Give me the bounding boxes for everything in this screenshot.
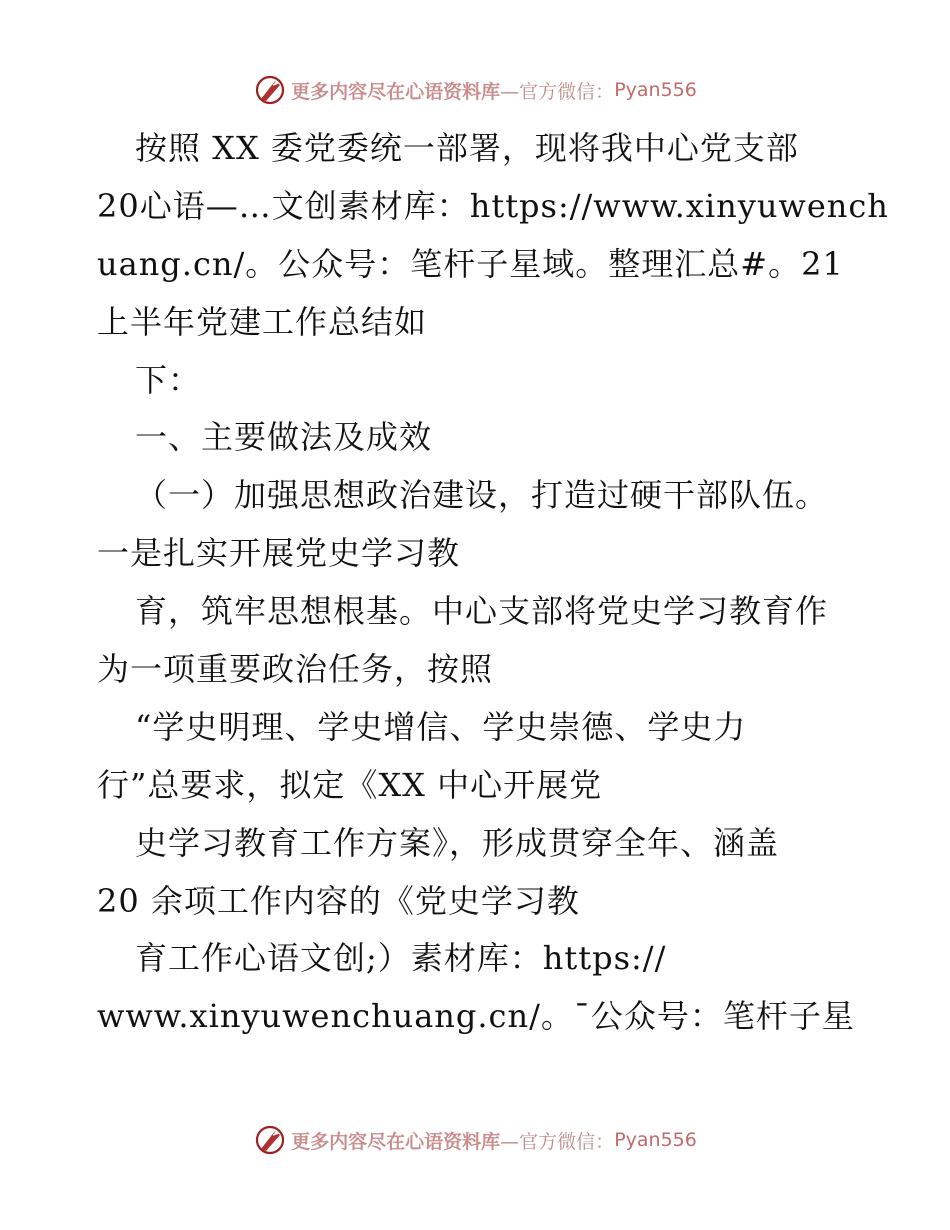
- text-line: www.xinyuwenchuang.cn/。¯公众号：笔杆子星: [97, 997, 855, 1036]
- banner-wechat-id: Pyan556: [614, 79, 697, 101]
- pen-nib-circle-icon: [253, 1123, 287, 1157]
- text-line: 史学习教育工作方案》，形成贯穿全年、涵盖: [135, 823, 780, 862]
- text-line: 20 余项工作内容的《党史学习教: [97, 881, 580, 920]
- text-line: 育，筑牢思想根基。中心支部将党史学习教育作: [135, 592, 829, 631]
- text-line: 为一项重要政治任务，按照: [97, 650, 494, 689]
- text-line: 育工作心语文创;）素材库：https://: [135, 939, 667, 978]
- pen-nib-circle-icon: [253, 73, 287, 107]
- text-line: 一、主要做法及成效: [135, 418, 433, 457]
- header-watermark-banner: [0, 70, 950, 110]
- banner-site-text: 更多内容尽在心语资料库: [291, 80, 501, 103]
- footer-watermark-banner: [0, 1120, 950, 1160]
- text-line: 按照 XX 委党委统一部署，现将我中心党支部: [135, 129, 799, 167]
- text-line: 下：: [135, 360, 202, 399]
- text-line: （一）加强思想政治建设，打造过硬干部队伍。: [135, 476, 829, 515]
- banner-wechat-label: —官方微信：: [500, 1130, 615, 1153]
- banner-wechat-label: —官方微信：: [500, 80, 615, 103]
- text-line: 行”总要求，拟定《XX 中心开展党: [97, 765, 603, 804]
- text-line: 一是扎实开展党史学习教: [97, 534, 461, 573]
- text-line: 20心语—…文创素材库：https://www.xinyuwench: [97, 186, 889, 225]
- banner-site-text: 更多内容尽在心语资料库: [291, 1130, 501, 1153]
- banner-wechat-id: Pyan556: [614, 1129, 697, 1151]
- text-line: uang.cn/。公众号：笔杆子星域。整理汇总#。21: [97, 244, 844, 283]
- text-line: “学史明理、学史增信、学史崇德、学史力: [135, 707, 747, 746]
- document-body: [97, 120, 897, 1046]
- text-line: 上半年党建工作总结如: [97, 302, 428, 341]
